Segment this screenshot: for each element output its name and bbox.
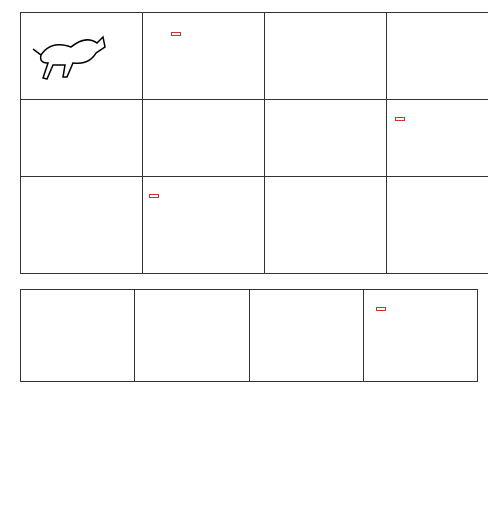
- work-h: [149, 191, 159, 203]
- work-w: [376, 304, 386, 316]
- problem-h: [143, 177, 265, 274]
- problem-i1: [265, 100, 387, 177]
- problem-y: [265, 177, 387, 274]
- work-a: [395, 114, 405, 126]
- problem-a1: [21, 100, 143, 177]
- problem-a2: [387, 100, 488, 177]
- problem-e1: [265, 13, 387, 100]
- problem-t: [21, 177, 143, 274]
- problem-b: [135, 290, 249, 382]
- problem-a3: [387, 177, 488, 274]
- dog-icon: [31, 25, 111, 85]
- problem-i2: [21, 290, 135, 382]
- problem-grid: [20, 12, 488, 274]
- problem-w: [363, 290, 477, 382]
- problem-e2: [249, 290, 363, 382]
- dog-cell: [21, 13, 143, 100]
- problem-grid-bottom: [20, 289, 478, 382]
- problem-k1: [387, 13, 488, 100]
- problem-s: [143, 13, 265, 100]
- problem-k2: [143, 100, 265, 177]
- work-s: [171, 29, 181, 41]
